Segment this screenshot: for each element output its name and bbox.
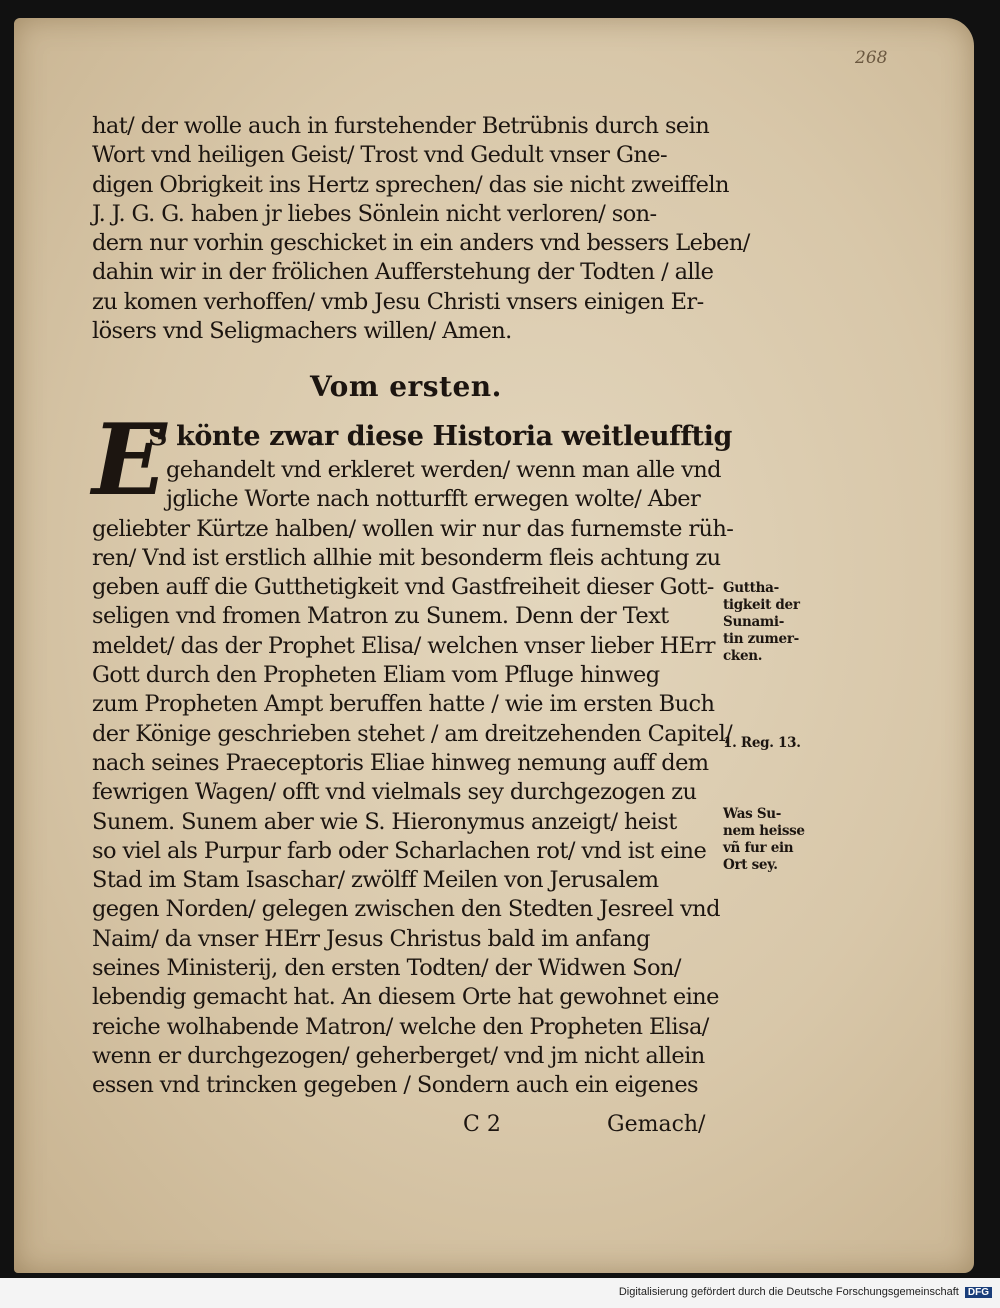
marginal-line: tigkeit der — [723, 597, 800, 613]
text-line: Gott durch den Propheten Eliam vom Pfluge hinweg — [92, 662, 660, 689]
marginal-note-reference — [723, 735, 823, 752]
marginal-line: Guttha- — [723, 580, 779, 596]
marginal-line: nem heisse — [723, 823, 805, 839]
text-line: reiche wolhabende Matron/ welche den Propheten Elisa/ — [92, 1013, 709, 1040]
text-line: nach seines Praeceptoris Eliae hinweg nemung auff dem — [92, 749, 709, 776]
text-line: geliebter Kürtze halben/ wollen wir nur das furnemste rüh- — [92, 515, 734, 542]
main-paragraph — [92, 418, 734, 1101]
dfg-logo-icon: DFG — [965, 1287, 992, 1298]
text-line: seligen vnd fromen Matron zu Sunem. Denn der Text — [92, 603, 669, 630]
text-line: wenn er durchgezogen/ geherberget/ vnd jm nicht allein — [92, 1042, 705, 1069]
marginal-note-gutthatigkeit — [723, 580, 823, 665]
text-line: hat/ der wolle auch in furstehender Betrübnis durch sein — [92, 113, 710, 139]
text-line: der Könige geschrieben stehet / am dreitzehenden Capitel/ — [92, 720, 733, 747]
text-line: Wort vnd heiligen Geist/ Trost vnd Gedult vnser Gne- — [92, 142, 667, 169]
page-number: 268 — [855, 48, 888, 68]
text-line: gehandelt vnd erkleret werden/ wenn man alle vnd — [166, 457, 721, 483]
catchword: Gemach/ — [607, 1112, 706, 1137]
text-line: fewrigen Wagen/ offt vnd vielmals sey durchgezogen zu — [92, 779, 697, 806]
text-line: gegen Norden/ gelegen zwischen den Stedten Jesreel vnd — [92, 896, 720, 923]
text-line: S könte zwar diese Historia weitleufftig — [148, 421, 732, 452]
text-line: meldet/ das der Prophet Elisa/ welchen vnser lieber HErr — [92, 632, 715, 659]
text-line: zu komen verhoffen/ vmb Jesu Christi vnsers einigen Er- — [92, 288, 704, 315]
text-line: dern nur vorhin geschicket in ein anders vnd bessers Leben/ — [92, 230, 750, 257]
text-line: lösers vnd Seligmachers willen/ Amen. — [92, 318, 512, 345]
signature-mark: C 2 — [463, 1112, 501, 1137]
text-line: seines Ministerij, den ersten Todten/ der Widwen Son/ — [92, 955, 681, 982]
marginal-line: cken. — [723, 648, 763, 664]
marginal-line: Was Su- — [723, 806, 782, 822]
text-line: lebendig gemacht hat. An diesem Orte hat gewohnet eine — [92, 984, 719, 1011]
section-heading: Vom ersten. — [310, 370, 502, 403]
marginal-line: tin zumer- — [723, 631, 799, 647]
text-line: geben auff die Gutthetigkeit vnd Gastfreiheit dieser Gott- — [92, 574, 714, 601]
text-line: jgliche Worte nach notturfft erwegen wolte/ Aber — [166, 486, 701, 513]
marginal-note-sunem — [723, 806, 823, 874]
marginal-line: Sunami- — [723, 614, 785, 630]
marginal-line: Ort sey. — [723, 857, 778, 873]
text-line: dahin wir in der frölichen Aufferstehung der Todten / alle — [92, 259, 714, 286]
text-line: Naim/ da vnser HErr Jesus Christus bald im anfang — [92, 925, 650, 952]
text-line: zum Propheten Ampt beruffen hatte / wie im ersten Buch — [92, 691, 715, 718]
text-line: Sunem. Sunem aber wie S. Hieronymus anzeigt/ heist — [92, 808, 677, 835]
text-line: so viel als Purpur farb oder Scharlachen rot/ vnd ist eine — [92, 837, 707, 864]
text-line: digen Obrigkeit ins Hertz sprechen/ das sie nicht zweiffeln — [92, 171, 729, 198]
drop-initial: E — [92, 403, 167, 518]
text-line: essen vnd trincken gegeben / Sondern auch ein eigenes — [92, 1072, 698, 1099]
marginal-line: vñ fur ein — [723, 840, 794, 856]
text-line: J. J. G. G. haben jr liebes Sönlein nicht verloren/ son- — [92, 200, 657, 227]
text-line: ren/ Vnd ist erstlich allhie mit besonderm fleis achtung zu — [92, 544, 721, 571]
text-line: Stad im Stam Isaschar/ zwölff Meilen von Jerusalem — [92, 867, 659, 894]
footer-credit — [619, 1286, 992, 1298]
footer-text: Digitalisierung gefördert durch die Deutsche Forschungsgemeinschaft — [618, 1286, 959, 1298]
top-text-block — [92, 112, 750, 346]
marginal-line: 1. Reg. 13. — [723, 735, 801, 751]
